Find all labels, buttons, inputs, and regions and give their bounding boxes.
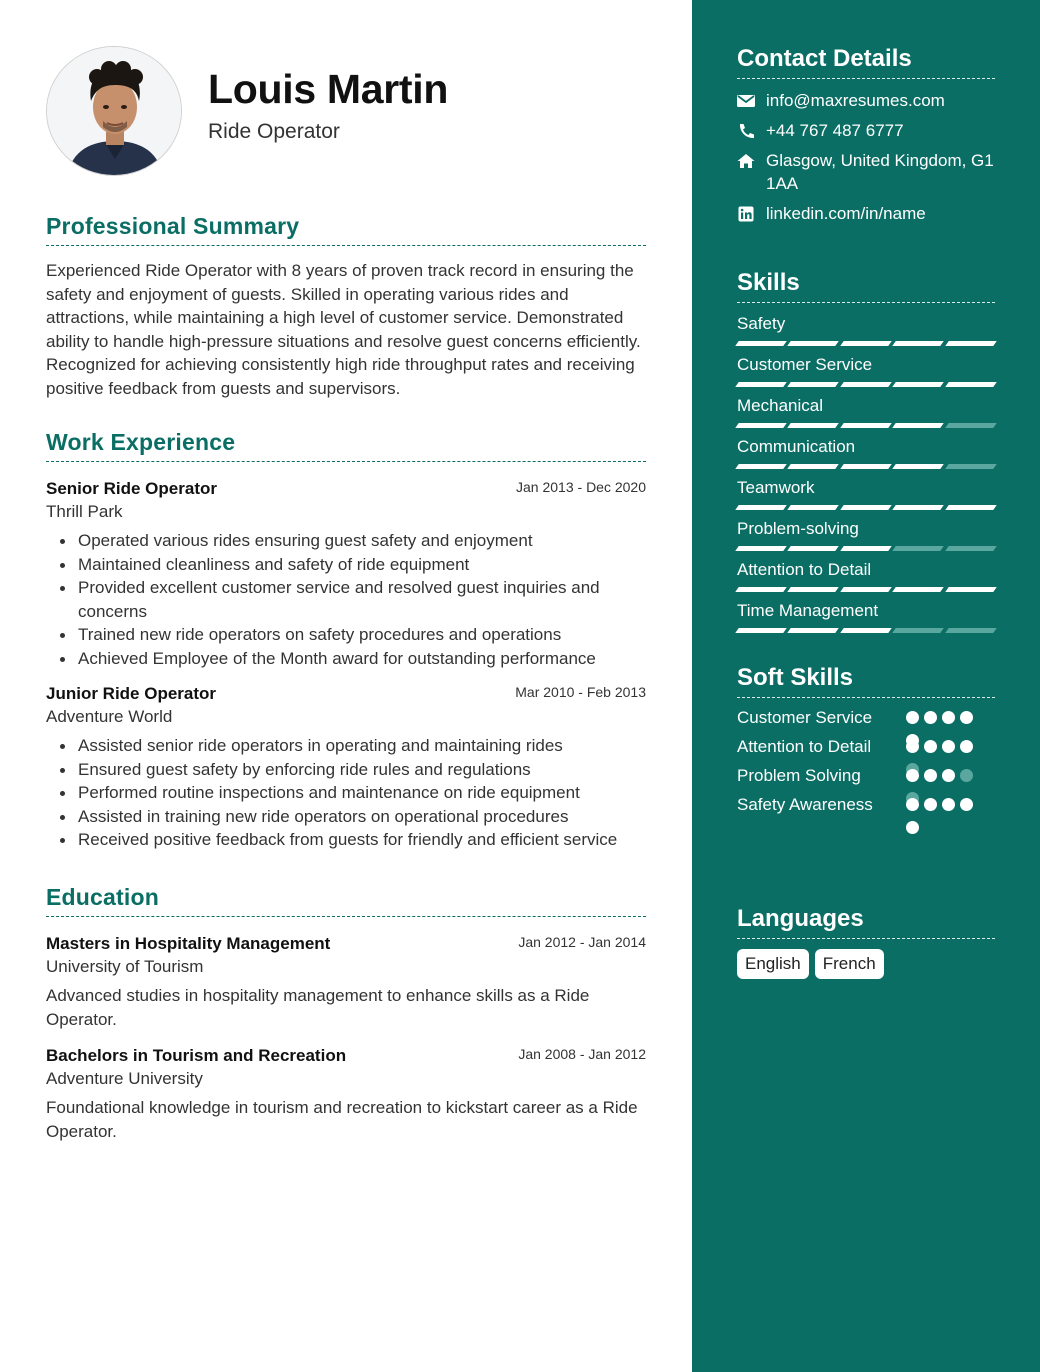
list-item: Trained new ride operators on safety procedures and operations bbox=[78, 623, 646, 647]
skill-level-segment bbox=[892, 341, 944, 346]
soft-skill-item bbox=[737, 706, 995, 729]
languages-heading: Languages bbox=[737, 904, 995, 939]
rating-dot bbox=[924, 711, 937, 724]
skill-level-segment bbox=[735, 464, 787, 469]
soft-skill-name: Attention to Detail bbox=[737, 737, 872, 756]
skill-level-segment bbox=[735, 505, 787, 510]
list-item: Assisted in training new ride operators on operational procedures bbox=[78, 805, 646, 829]
school-name: University of Tourism bbox=[46, 957, 204, 976]
degree-title: Masters in Hospitality Management bbox=[46, 934, 331, 953]
skill-level-segment bbox=[735, 423, 787, 428]
job-bullets bbox=[46, 734, 646, 852]
rating-dot bbox=[906, 769, 919, 782]
education-entry bbox=[46, 1045, 646, 1143]
avatar-illustration bbox=[47, 47, 182, 176]
summary-text: Experienced Ride Operator with 8 years of proven track record in ensuring the safety and enjoyment of guests. Skilled in operating various rides and attractions, while maintaining a high level of customer service. Demonstrated ability to handle high-pressure situations and resolve guest concerns efficiently. Recognized for achieving consistently high ride throughput rates and receiving positive feedback from guests and supervisors. bbox=[46, 261, 641, 398]
list-item: Performed routine inspections and maintenance on ride equipment bbox=[78, 781, 646, 805]
skill-level-segment bbox=[735, 382, 787, 387]
skill-level-segment bbox=[840, 505, 892, 510]
soft-skills-list bbox=[737, 706, 995, 816]
rating-dot bbox=[960, 711, 973, 724]
degree-title: Bachelors in Tourism and Recreation bbox=[46, 1046, 347, 1065]
skill-item bbox=[737, 354, 995, 387]
job-company: Adventure World bbox=[46, 707, 173, 726]
sidebar bbox=[692, 0, 1040, 1372]
skill-level-segment bbox=[840, 464, 892, 469]
skill-level-segment bbox=[945, 464, 997, 469]
soft-skill-item bbox=[737, 793, 995, 816]
skill-name: Time Management bbox=[737, 601, 879, 620]
skill-level-segment bbox=[735, 341, 787, 346]
skill-level-bar bbox=[737, 382, 995, 387]
skill-level-segment bbox=[840, 382, 892, 387]
job-title: Ride Operator bbox=[208, 120, 340, 143]
skill-item bbox=[737, 600, 995, 633]
soft-skill-name: Customer Service bbox=[737, 708, 873, 727]
soft-skills-section bbox=[737, 663, 995, 816]
skills-list bbox=[737, 313, 995, 633]
skill-level-segment bbox=[788, 587, 840, 592]
education-entry bbox=[46, 933, 646, 1031]
rating-dot bbox=[906, 740, 919, 753]
rating-dot bbox=[942, 769, 955, 782]
skill-level-segment bbox=[945, 341, 997, 346]
contact-address bbox=[737, 149, 995, 195]
rating-dot bbox=[942, 798, 955, 811]
skill-level-segment bbox=[735, 546, 787, 551]
skill-level-segment bbox=[945, 546, 997, 551]
job-entry bbox=[46, 683, 646, 852]
language-tag: English bbox=[737, 949, 809, 979]
contact-phone[interactable] bbox=[737, 119, 995, 142]
soft-skills-heading: Soft Skills bbox=[737, 663, 995, 698]
skill-level-segment bbox=[788, 423, 840, 428]
skill-item bbox=[737, 518, 995, 551]
address-text: Glasgow, United Kingdom, G1 1AA bbox=[766, 151, 994, 193]
skill-level-segment bbox=[735, 587, 787, 592]
resume-header bbox=[46, 46, 646, 176]
soft-skill-item bbox=[737, 764, 995, 787]
contact-linkedin[interactable] bbox=[737, 202, 995, 225]
rating-dot bbox=[906, 711, 919, 724]
skill-level-segment bbox=[892, 628, 944, 633]
skill-level-segment bbox=[788, 546, 840, 551]
skill-level-segment bbox=[892, 505, 944, 510]
skill-item bbox=[737, 395, 995, 428]
education-dates: Jan 2012 - Jan 2014 bbox=[518, 934, 646, 950]
skill-level-segment bbox=[945, 587, 997, 592]
rating-dot bbox=[906, 821, 919, 834]
contact-heading: Contact Details bbox=[737, 44, 995, 79]
phone-icon bbox=[737, 123, 755, 139]
list-item: Maintained cleanliness and safety of ride equipment bbox=[78, 553, 646, 577]
email-text: info@maxresumes.com bbox=[766, 91, 945, 110]
skill-level-segment bbox=[840, 341, 892, 346]
contact-email[interactable] bbox=[737, 89, 995, 112]
skill-level-bar bbox=[737, 546, 995, 551]
phone-text: +44 767 487 6777 bbox=[766, 121, 904, 140]
skill-level-segment bbox=[892, 464, 944, 469]
summary-heading: Professional Summary bbox=[46, 211, 646, 246]
education-dates: Jan 2008 - Jan 2012 bbox=[518, 1046, 646, 1062]
skills-heading: Skills bbox=[737, 268, 995, 303]
job-role: Junior Ride Operator bbox=[46, 684, 217, 703]
rating-dot bbox=[960, 740, 973, 753]
rating-dot bbox=[942, 711, 955, 724]
rating-dot bbox=[960, 769, 973, 782]
list-item: Operated various rides ensuring guest safety and enjoyment bbox=[78, 529, 646, 553]
skill-name: Attention to Detail bbox=[737, 560, 872, 579]
skill-level-bar bbox=[737, 587, 995, 592]
skill-level-segment bbox=[840, 628, 892, 633]
skill-level-segment bbox=[788, 341, 840, 346]
languages-list bbox=[737, 949, 995, 979]
rating-dot bbox=[924, 740, 937, 753]
skill-level-segment bbox=[788, 382, 840, 387]
skill-level-segment bbox=[840, 546, 892, 551]
skill-level-segment bbox=[788, 628, 840, 633]
skill-name: Mechanical bbox=[737, 396, 823, 415]
skills-section bbox=[737, 268, 995, 633]
language-tag: French bbox=[815, 949, 884, 979]
languages-section bbox=[737, 904, 995, 979]
skill-level-segment bbox=[788, 505, 840, 510]
skill-level-segment bbox=[892, 423, 944, 428]
skill-name: Teamwork bbox=[737, 478, 815, 497]
job-dates: Mar 2010 - Feb 2013 bbox=[515, 684, 646, 700]
home-icon bbox=[737, 153, 755, 169]
skill-item bbox=[737, 477, 995, 510]
skill-item bbox=[737, 436, 995, 469]
rating-dot bbox=[906, 798, 919, 811]
skill-item bbox=[737, 559, 995, 592]
list-item: Provided excellent customer service and resolved guest inquiries and concerns bbox=[78, 576, 646, 623]
linkedin-text: linkedin.com/in/name bbox=[766, 204, 926, 223]
list-item: Achieved Employee of the Month award for outstanding performance bbox=[78, 647, 646, 671]
soft-skill-name: Problem Solving bbox=[737, 766, 861, 785]
experience-heading: Work Experience bbox=[46, 427, 646, 462]
rating-dot bbox=[924, 798, 937, 811]
skill-level-segment bbox=[788, 464, 840, 469]
skill-level-segment bbox=[892, 587, 944, 592]
envelope-icon bbox=[737, 93, 755, 109]
contact-list bbox=[737, 89, 995, 225]
rating-dot bbox=[960, 798, 973, 811]
skill-level-segment bbox=[892, 382, 944, 387]
education-section bbox=[46, 882, 646, 1143]
skill-item bbox=[737, 313, 995, 346]
skill-level-bar bbox=[737, 505, 995, 510]
education-description: Advanced studies in hospitality management to enhance skills as a Ride Operator. bbox=[46, 986, 590, 1029]
skill-level-bar bbox=[737, 341, 995, 346]
education-description: Foundational knowledge in tourism and recreation to kickstart career as a Ride Operator. bbox=[46, 1098, 638, 1141]
rating-dot bbox=[924, 769, 937, 782]
job-bullets bbox=[46, 529, 646, 670]
list-item: Ensured guest safety by enforcing ride rules and regulations bbox=[78, 758, 646, 782]
skill-name: Communication bbox=[737, 437, 856, 456]
skill-level-segment bbox=[945, 628, 997, 633]
profile-photo bbox=[46, 46, 182, 176]
skill-level-segment bbox=[840, 423, 892, 428]
skill-level-segment bbox=[945, 505, 997, 510]
list-item: Received positive feedback from guests for friendly and efficient service bbox=[78, 828, 646, 852]
skill-level-segment bbox=[735, 628, 787, 633]
skill-level-segment bbox=[945, 382, 997, 387]
skill-level-segment bbox=[945, 423, 997, 428]
job-entry bbox=[46, 478, 646, 670]
skill-level-segment bbox=[840, 587, 892, 592]
skill-level-bar bbox=[737, 628, 995, 633]
skill-name: Customer Service bbox=[737, 355, 873, 374]
job-role: Senior Ride Operator bbox=[46, 479, 217, 498]
skill-level-segment bbox=[892, 546, 944, 551]
soft-skill-item bbox=[737, 735, 995, 758]
skill-level-bar bbox=[737, 423, 995, 428]
skill-level-bar bbox=[737, 464, 995, 469]
soft-skill-name: Safety Awareness bbox=[737, 795, 873, 814]
skill-name: Problem-solving bbox=[737, 519, 859, 538]
job-company: Thrill Park bbox=[46, 502, 123, 521]
skill-name: Safety bbox=[737, 314, 786, 333]
list-item: Assisted senior ride operators in operating and maintaining rides bbox=[78, 734, 646, 758]
contact-section bbox=[737, 44, 995, 232]
summary-section bbox=[46, 211, 646, 400]
education-heading: Education bbox=[46, 882, 646, 917]
soft-skill-rating bbox=[906, 798, 984, 834]
job-dates: Jan 2013 - Dec 2020 bbox=[516, 479, 646, 495]
linkedin-icon bbox=[737, 206, 755, 222]
experience-section bbox=[46, 427, 646, 852]
school-name: Adventure University bbox=[46, 1069, 203, 1088]
rating-dot bbox=[942, 740, 955, 753]
candidate-name: Louis Martin bbox=[208, 66, 449, 112]
